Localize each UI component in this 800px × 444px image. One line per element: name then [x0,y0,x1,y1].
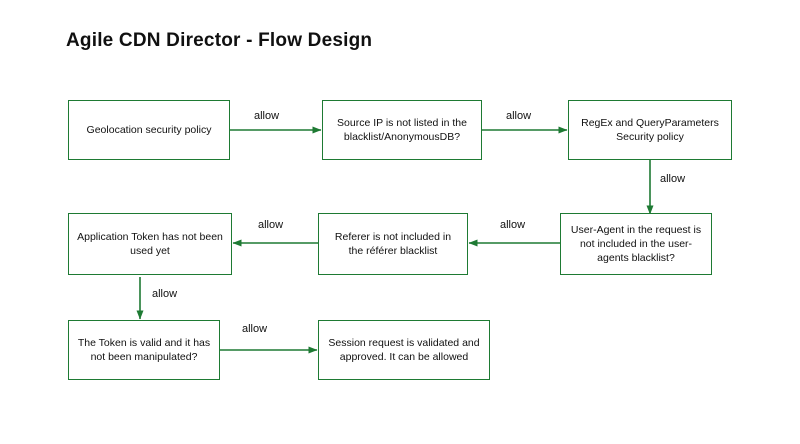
node-label: Geolocation security policy [86,123,212,136]
edge-label-n2-n3: allow [506,110,532,122]
node-label: RegEx and QueryParameters Security policy [581,116,719,143]
node-label: User-Agent in the request is not included in the user-agents blacklist? [570,223,702,265]
edge-label-n1-n2: allow [254,110,280,122]
edge-label-n7-n8: allow [242,323,268,335]
node-source-ip-blacklist-check[interactable] [322,100,482,160]
edge-label-n4-n5: allow [500,219,526,231]
node-user-agent-blacklist-check[interactable] [560,213,712,275]
node-session-request-approved[interactable] [318,320,490,380]
node-label: Application Token has not been used yet [77,230,223,257]
node-referer-blacklist-check[interactable] [318,213,468,275]
node-label: The Token is valid and it has not been manipulated? [77,336,211,363]
page-title: Agile CDN Director - Flow Design [66,30,373,51]
node-application-token-unused[interactable] [68,213,232,275]
edge-label-n3-n4: allow [660,173,686,185]
node-geolocation-security-policy[interactable] [68,100,230,160]
edge-label-n6-n7: allow [152,288,178,300]
node-label: Referer is not included in the référer blacklist [334,230,452,257]
node-token-valid-check[interactable] [68,320,220,380]
node-regex-queryparameters-policy[interactable] [568,100,732,160]
edge-label-n5-n6: allow [258,219,284,231]
node-label: Source IP is not listed in the blacklist/AnonymousDB? [337,116,467,143]
node-label: Session request is validated and approved. It can be allowed [328,336,480,363]
